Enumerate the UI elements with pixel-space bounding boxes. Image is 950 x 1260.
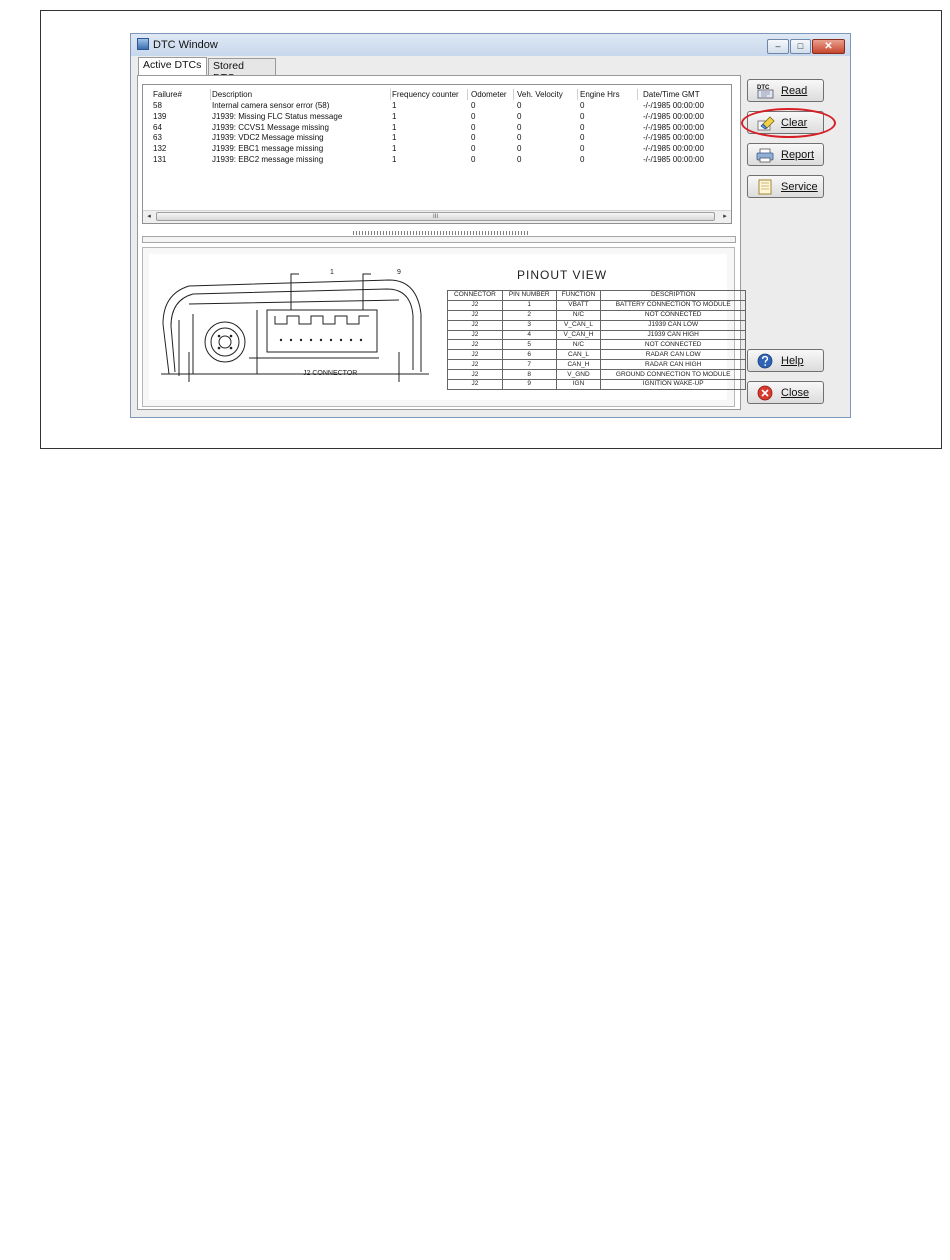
pinout-cell-pin: 4 bbox=[502, 330, 556, 340]
pinout-cell-description: RADAR CAN LOW bbox=[601, 350, 746, 360]
cell-frequency: 1 bbox=[392, 122, 397, 132]
pinout-cell-connector: J2 bbox=[448, 310, 503, 320]
pinout-row bbox=[448, 310, 746, 320]
minimize-icon: – bbox=[775, 41, 781, 51]
pinout-cell-function: V_CAN_H bbox=[556, 330, 601, 340]
connector-label: J2 CONNECTOR bbox=[303, 370, 358, 377]
cell-failure: 64 bbox=[153, 122, 162, 132]
cell-datetime: -/-/1985 00:00:00 bbox=[643, 155, 704, 164]
column-header-frequency[interactable]: Frequency counter bbox=[392, 89, 468, 100]
pinout-cell-function: V_GND bbox=[556, 370, 601, 380]
pinout-row bbox=[448, 300, 746, 310]
cell-engine-hrs: 0 bbox=[580, 101, 585, 110]
pinout-cell-pin: 7 bbox=[502, 360, 556, 370]
cell-engine-hrs: 0 bbox=[580, 155, 585, 164]
pinout-row bbox=[448, 360, 746, 370]
dtc-window bbox=[130, 33, 851, 418]
cell-odometer: 0 bbox=[471, 144, 476, 154]
cell-odometer: 0 bbox=[471, 101, 476, 110]
maximize-icon: □ bbox=[797, 41, 804, 51]
cell-description: J1939: Missing FLC Status message bbox=[212, 111, 343, 121]
cell-description: J1939: CCVS1 Message missing bbox=[212, 122, 329, 132]
service-button[interactable] bbox=[747, 175, 824, 198]
pinout-col-pin: PIN NUMBER bbox=[502, 291, 556, 301]
clear-highlight-circle bbox=[741, 108, 836, 138]
scroll-thumb[interactable] bbox=[156, 212, 715, 221]
pinout-cell-description: J1939 CAN HIGH bbox=[601, 330, 746, 340]
help-icon bbox=[755, 353, 775, 369]
pinout-cell-function: V_CAN_L bbox=[556, 320, 601, 330]
cell-engine-hrs: 0 bbox=[580, 111, 585, 121]
close-icon: ✕ bbox=[824, 41, 833, 52]
cell-velocity: 0 bbox=[517, 144, 522, 154]
table-row[interactable] bbox=[143, 132, 731, 143]
cell-datetime: -/-/1985 00:00:00 bbox=[643, 144, 704, 154]
pinout-cell-pin: 9 bbox=[502, 380, 556, 390]
cell-odometer: 0 bbox=[471, 133, 476, 143]
pinout-row bbox=[448, 340, 746, 350]
cell-velocity: 0 bbox=[517, 111, 522, 121]
pinout-cell-description: GROUND CONNECTION TO MODULE bbox=[601, 370, 746, 380]
pinout-row bbox=[448, 330, 746, 340]
pinout-cell-function: N/C bbox=[556, 340, 601, 350]
pinout-cell-description: NOT CONNECTED bbox=[601, 340, 746, 350]
horizontal-scrollbar[interactable] bbox=[143, 210, 731, 223]
pinout-cell-connector: J2 bbox=[448, 330, 503, 340]
pinout-col-connector: CONNECTOR bbox=[448, 291, 503, 301]
pinout-cell-connector: J2 bbox=[448, 370, 503, 380]
pinout-cell-pin: 8 bbox=[502, 370, 556, 380]
cell-failure: 63 bbox=[153, 133, 162, 143]
cell-datetime: -/-/1985 00:00:00 bbox=[643, 133, 704, 143]
column-header-engine-hrs[interactable]: Engine Hrs bbox=[580, 89, 638, 100]
pinout-cell-pin: 6 bbox=[502, 350, 556, 360]
cell-datetime: -/-/1985 00:00:00 bbox=[643, 122, 704, 132]
cell-velocity: 0 bbox=[517, 101, 522, 110]
cell-odometer: 0 bbox=[471, 122, 476, 132]
service-button-label: Service bbox=[781, 181, 818, 193]
cell-failure: 132 bbox=[153, 144, 167, 154]
column-header-datetime[interactable]: Date/Time GMT bbox=[643, 90, 700, 99]
scroll-grip: III bbox=[432, 214, 438, 220]
cell-description: J1939: VDC2 Message missing bbox=[212, 133, 324, 143]
title-bar bbox=[131, 34, 850, 56]
cell-description: Internal camera sensor error (58) bbox=[212, 101, 330, 110]
read-button-label: Read bbox=[781, 85, 808, 97]
pinout-panel bbox=[142, 247, 735, 407]
cell-datetime: -/-/1985 00:00:00 bbox=[643, 101, 704, 110]
cell-description: J1939: EBC1 message missing bbox=[212, 144, 324, 154]
splitter-handle[interactable] bbox=[353, 231, 529, 235]
pinout-cell-connector: J2 bbox=[448, 300, 503, 310]
tab-stored-dtcs[interactable]: Stored bbox=[208, 58, 276, 75]
cell-engine-hrs: 0 bbox=[580, 122, 585, 132]
pinout-cell-function: IGN bbox=[556, 380, 601, 390]
pinout-cell-function: N/C bbox=[556, 310, 601, 320]
connector-drawing bbox=[149, 254, 434, 394]
cell-datetime: -/-/1985 00:00:00 bbox=[643, 111, 704, 121]
help-button[interactable] bbox=[747, 349, 824, 372]
pinout-col-function: FUNCTION bbox=[556, 291, 601, 301]
scroll-right-icon[interactable]: ▸ bbox=[723, 213, 727, 220]
pinout-title: PINOUT VIEW bbox=[517, 268, 608, 282]
pinout-cell-connector: J2 bbox=[448, 320, 503, 330]
close-window-button[interactable] bbox=[812, 39, 845, 54]
dtc-read-icon bbox=[755, 83, 775, 99]
maximize-button[interactable] bbox=[790, 39, 811, 54]
cell-engine-hrs: 0 bbox=[580, 133, 585, 143]
cell-frequency: 1 bbox=[392, 111, 397, 121]
pinout-cell-function: VBATT bbox=[556, 300, 601, 310]
cell-frequency: 1 bbox=[392, 133, 397, 143]
minimize-button[interactable] bbox=[767, 39, 789, 54]
cell-failure: 58 bbox=[153, 101, 162, 110]
pinout-cell-pin: 3 bbox=[502, 320, 556, 330]
tab-active-dtcs[interactable]: Active DTCs bbox=[138, 57, 207, 75]
cell-velocity: 0 bbox=[517, 122, 522, 132]
callout-pin-last: 9 bbox=[397, 269, 401, 276]
pinout-table bbox=[447, 290, 746, 390]
pinout-cell-connector: J2 bbox=[448, 350, 503, 360]
cell-frequency: 1 bbox=[392, 144, 397, 154]
close-button[interactable] bbox=[747, 381, 824, 404]
cell-odometer: 0 bbox=[471, 155, 476, 164]
dtc-list[interactable] bbox=[142, 84, 732, 224]
cell-frequency: 1 bbox=[392, 101, 397, 110]
pinout-row bbox=[448, 370, 746, 380]
table-row[interactable] bbox=[143, 154, 731, 165]
pinout-row bbox=[448, 380, 746, 390]
dtc-list-header bbox=[143, 89, 731, 100]
table-row[interactable] bbox=[143, 122, 731, 133]
callout-pin-first: 1 bbox=[330, 269, 334, 276]
app-icon bbox=[137, 38, 149, 50]
pinout-cell-connector: J2 bbox=[448, 340, 503, 350]
service-document-icon bbox=[755, 179, 775, 195]
column-header-failure[interactable]: Failure# bbox=[153, 89, 211, 100]
pinout-image bbox=[149, 254, 731, 400]
close-x-icon bbox=[755, 385, 775, 401]
table-row[interactable] bbox=[143, 100, 731, 111]
scroll-left-icon[interactable]: ◂ bbox=[147, 213, 151, 220]
pinout-row bbox=[448, 350, 746, 360]
pinout-cell-description: NOT CONNECTED bbox=[601, 310, 746, 320]
pinout-cell-description: RADAR CAN HIGH bbox=[601, 360, 746, 370]
pinout-cell-description: J1939 CAN LOW bbox=[601, 320, 746, 330]
report-button-label: Report bbox=[781, 149, 815, 161]
cell-velocity: 0 bbox=[517, 133, 522, 143]
pinout-cell-description: BATTERY CONNECTION TO MODULE bbox=[601, 300, 746, 310]
pinout-col-description: DESCRIPTION bbox=[601, 291, 746, 301]
report-button[interactable] bbox=[747, 143, 824, 166]
dtc-icon-text: DTC bbox=[757, 85, 770, 91]
status-strip bbox=[142, 236, 736, 243]
close-button-label: Close bbox=[781, 387, 810, 399]
cell-failure: 131 bbox=[153, 155, 167, 164]
column-header-odometer[interactable]: Odometer bbox=[471, 89, 514, 100]
pinout-cell-pin: 1 bbox=[502, 300, 556, 310]
pinout-cell-connector: J2 bbox=[448, 360, 503, 370]
pinout-cell-pin: 5 bbox=[502, 340, 556, 350]
column-header-velocity[interactable]: Veh. Velocity bbox=[517, 89, 578, 100]
window-title: DTC Window bbox=[153, 39, 218, 51]
pinout-header-row bbox=[448, 291, 746, 301]
table-row[interactable] bbox=[143, 143, 731, 154]
column-header-description[interactable]: Description bbox=[212, 89, 391, 100]
cell-failure: 139 bbox=[153, 111, 167, 121]
cell-odometer: 0 bbox=[471, 111, 476, 121]
help-button-label: Help bbox=[781, 355, 804, 367]
cell-velocity: 0 bbox=[517, 155, 522, 164]
pinout-cell-description: IGNITION WAKE-UP bbox=[601, 380, 746, 390]
clear-button-label: Clear bbox=[781, 117, 808, 129]
cell-frequency: 1 bbox=[392, 155, 397, 164]
pinout-cell-function: CAN_L bbox=[556, 350, 601, 360]
printer-icon bbox=[755, 147, 775, 163]
pinout-cell-function: CAN_H bbox=[556, 360, 601, 370]
pinout-cell-connector: J2 bbox=[448, 380, 503, 390]
table-row[interactable] bbox=[143, 111, 731, 122]
read-button[interactable] bbox=[747, 79, 824, 102]
pinout-cell-pin: 2 bbox=[502, 310, 556, 320]
pinout-row bbox=[448, 320, 746, 330]
cell-description: J1939: EBC2 message missing bbox=[212, 155, 324, 164]
cell-engine-hrs: 0 bbox=[580, 144, 585, 154]
